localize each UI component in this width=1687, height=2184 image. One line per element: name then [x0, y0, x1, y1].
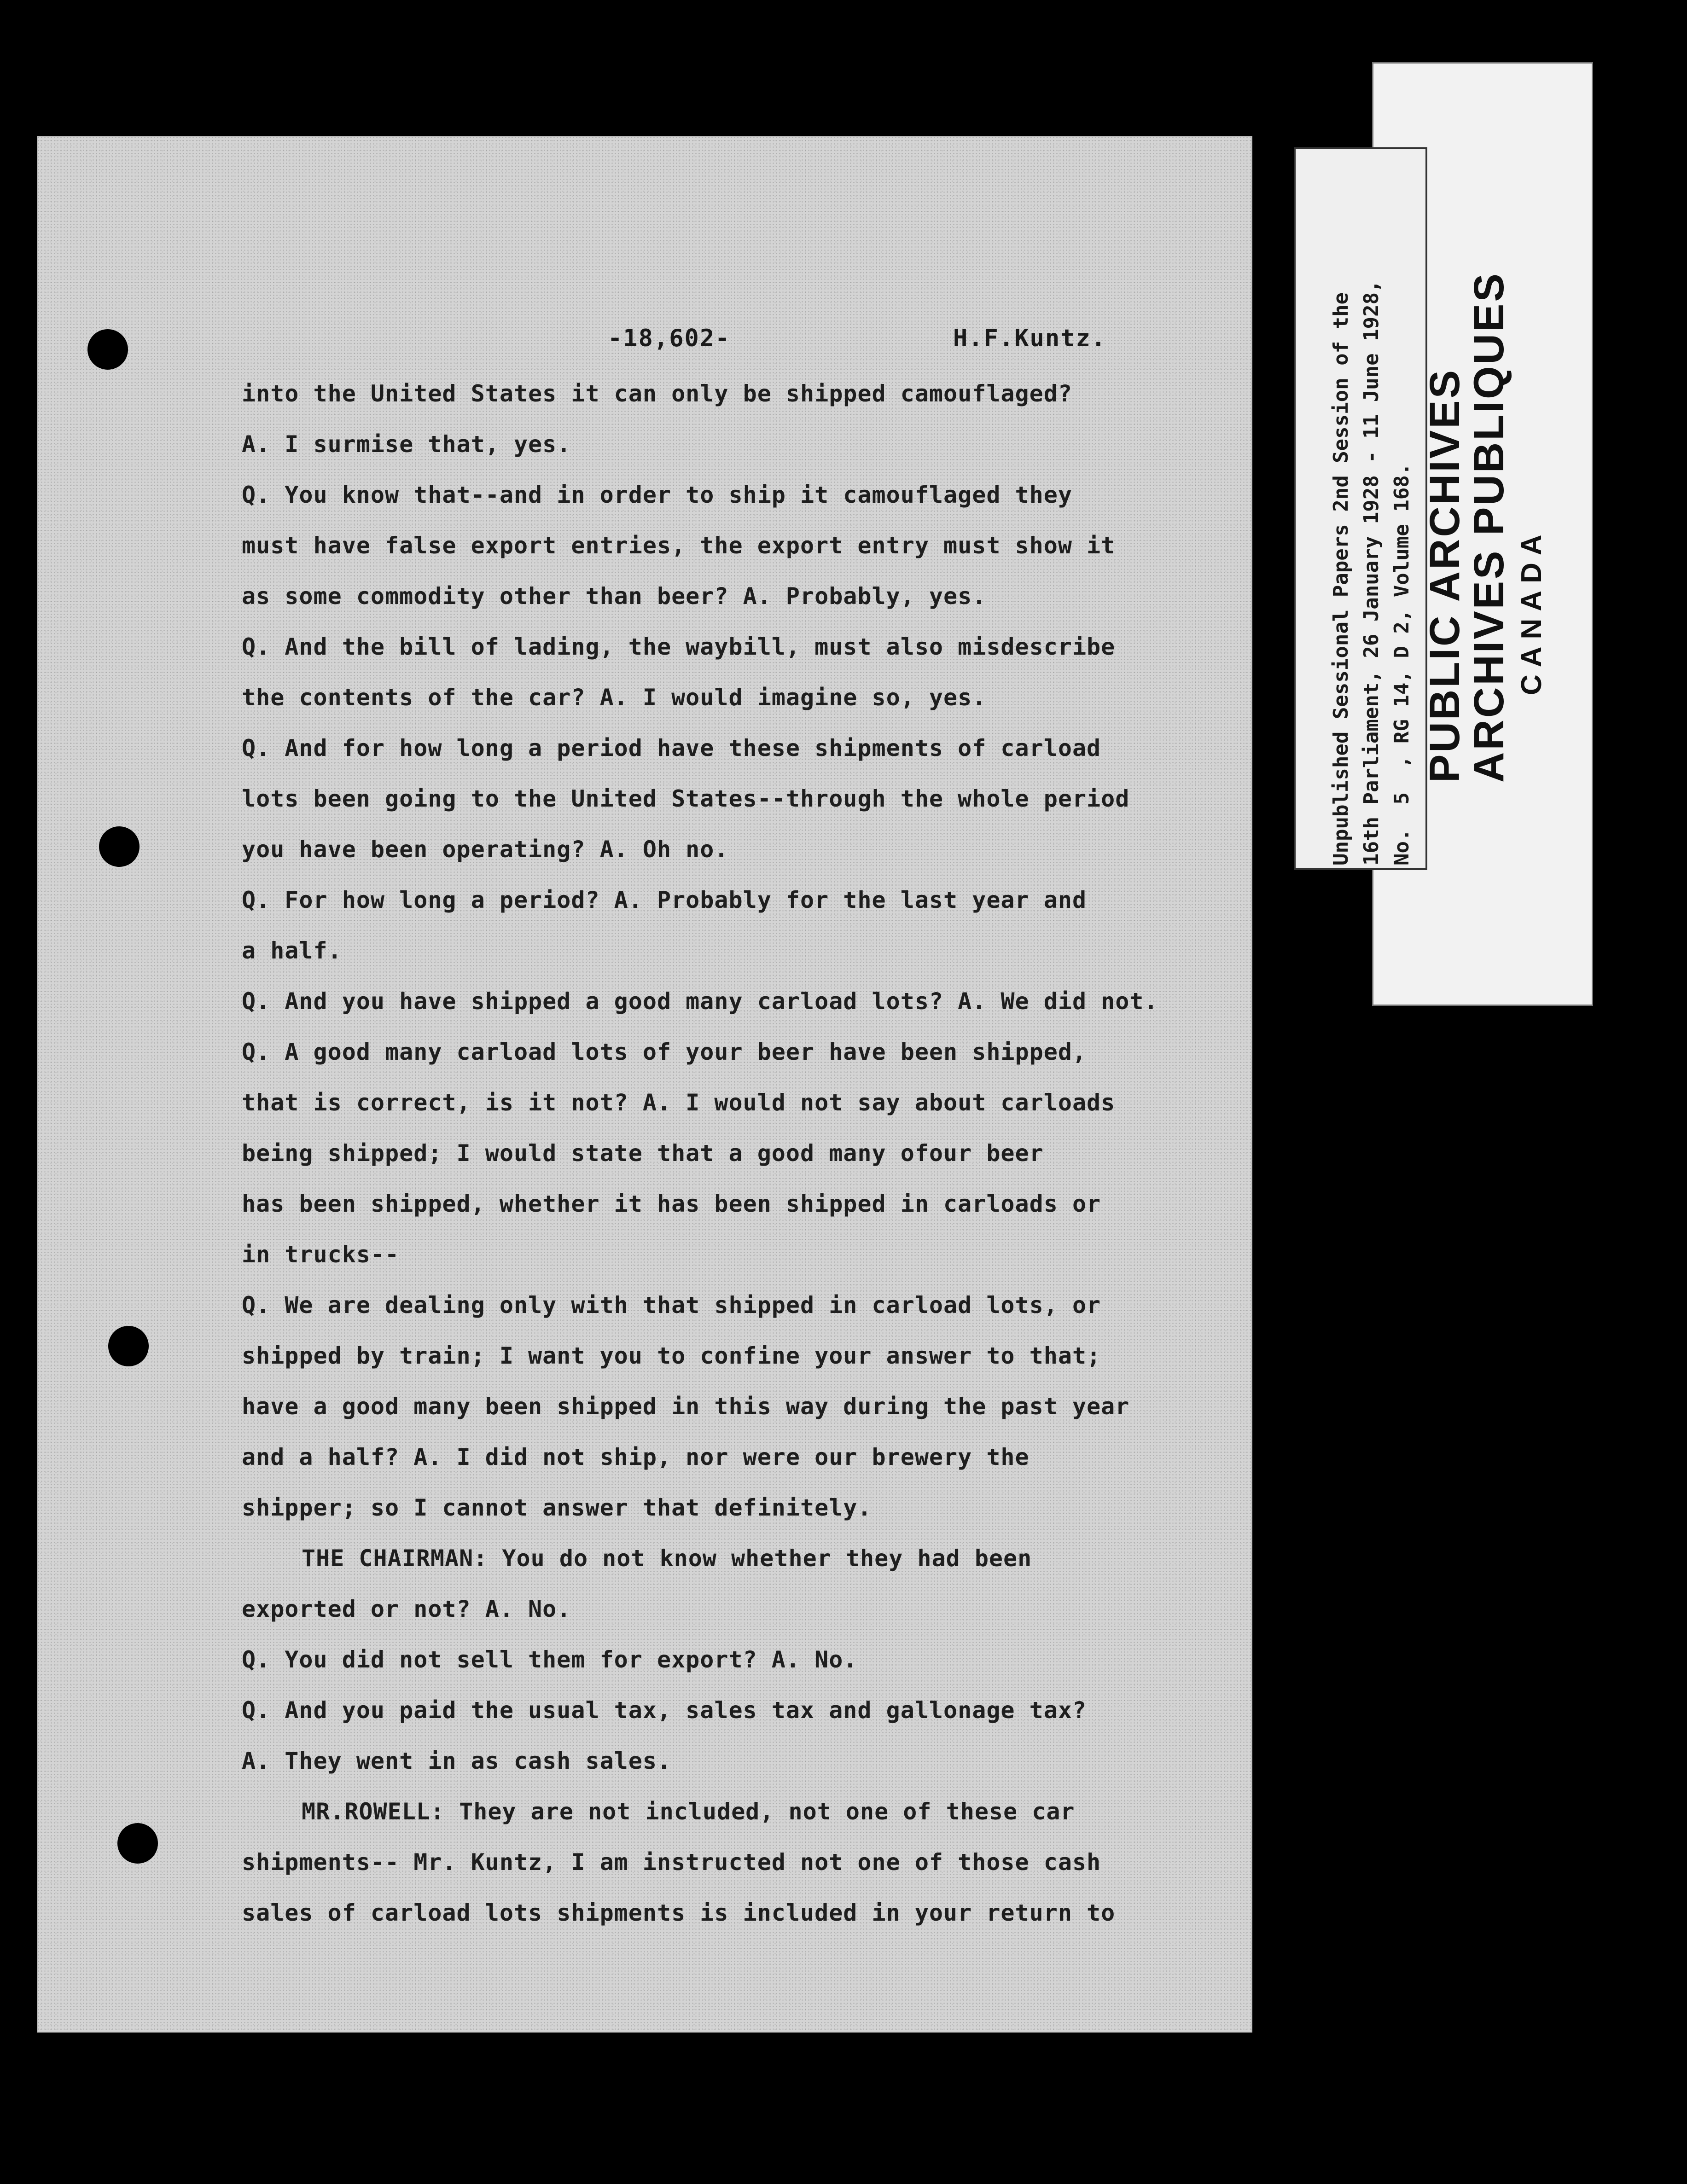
- transcript-line: must have false export entries, the export entry must show it: [242, 532, 1116, 559]
- transcript-line: Q. And you paid the usual tax, sales tax and gallonage tax?: [242, 1697, 1087, 1724]
- punch-hole: [87, 329, 128, 370]
- transcript-line: THE CHAIRMAN: You do not know whether they had been: [302, 1545, 1032, 1572]
- transcript-line: into the United States it can only be shipped camouflaged?: [242, 380, 1072, 407]
- transcript-line: you have been operating? A. Oh no.: [242, 836, 729, 863]
- reference-line: No. 5 , RG 14, D 2, Volume 168.: [1390, 463, 1414, 865]
- transcript-line: a half.: [242, 937, 342, 964]
- transcript-line: has been shipped, whether it has been shipped in carloads or: [242, 1191, 1101, 1217]
- transcript-line: shipments-- Mr. Kuntz, I am instructed not one of those cash: [242, 1849, 1101, 1876]
- witness-name: H.F.Kuntz.: [953, 325, 1107, 352]
- page-number: -18,602-: [608, 325, 731, 352]
- transcript-body: [242, 368, 1255, 1938]
- document-page: [37, 136, 1252, 2033]
- transcript-line: as some commodity other than beer? A. Probably, yes.: [242, 583, 987, 610]
- transcript-line: shipper; so I cannot answer that definitely.: [242, 1494, 872, 1521]
- reference-line: 16th Parliament, 26 January 1928 - 11 June 1928,: [1360, 280, 1383, 865]
- punch-hole: [117, 1823, 158, 1864]
- transcript-line: Q. And the bill of lading, the waybill, must also misdescribe: [242, 633, 1116, 660]
- transcript-line: Q. And for how long a period have these shipments of carload: [242, 735, 1101, 761]
- transcript-line: Q. For how long a period? A. Probably for the last year and: [242, 887, 1087, 913]
- transcript-line: MR.ROWELL: They are not included, not one of these car: [302, 1798, 1075, 1825]
- transcript-line: that is correct, is it not? A. I would not say about carloads: [242, 1089, 1116, 1116]
- punch-hole: [108, 1326, 149, 1366]
- transcript-line: A. I surmise that, yes.: [242, 431, 571, 458]
- stamp-line-archives-publiques: [1467, 580, 1511, 783]
- transcript-line: sales of carload lots shipments is included in your return to: [242, 1899, 1116, 1926]
- transcript-line: exported or not? A. No.: [242, 1596, 571, 1622]
- transcript-line: Q. You did not sell them for export? A. No.: [242, 1646, 858, 1673]
- transcript-line: Q. You know that--and in order to ship it camouflaged they: [242, 482, 1072, 508]
- archive-stamp: [1423, 527, 1553, 783]
- transcript-line: lots been going to the United States--through the whole period: [242, 785, 1130, 812]
- stamp-line-canada: CANADA: [1516, 527, 1547, 695]
- transcript-line: and a half? A. I did not ship, nor were our brewery the: [242, 1444, 1030, 1470]
- transcript-line: Q. We are dealing only with that shipped in carload lots, or: [242, 1292, 1101, 1319]
- transcript-line: A. They went in as cash sales.: [242, 1748, 672, 1774]
- reference-label: [1326, 280, 1417, 865]
- transcript-line: in trucks--: [242, 1241, 400, 1268]
- transcript-line: Q. And you have shipped a good many carload lots? A. We did not.: [242, 988, 1158, 1015]
- transcript-line: being shipped; I would state that a good many ofour beer: [242, 1140, 1044, 1167]
- transcript-line: shipped by train; I want you to confine your answer to that;: [242, 1342, 1101, 1369]
- transcript-line: Q. A good many carload lots of your beer have been shipped,: [242, 1039, 1087, 1065]
- transcript-line: the contents of the car? A. I would imagine so, yes.: [242, 684, 987, 711]
- punch-hole: [99, 826, 140, 867]
- reference-line: Unpublished Sessional Papers 2nd Session of the: [1329, 292, 1353, 865]
- transcript-line: have a good many been shipped in this way during the past year: [242, 1393, 1130, 1420]
- stamp-line-public-archives: [1423, 580, 1467, 783]
